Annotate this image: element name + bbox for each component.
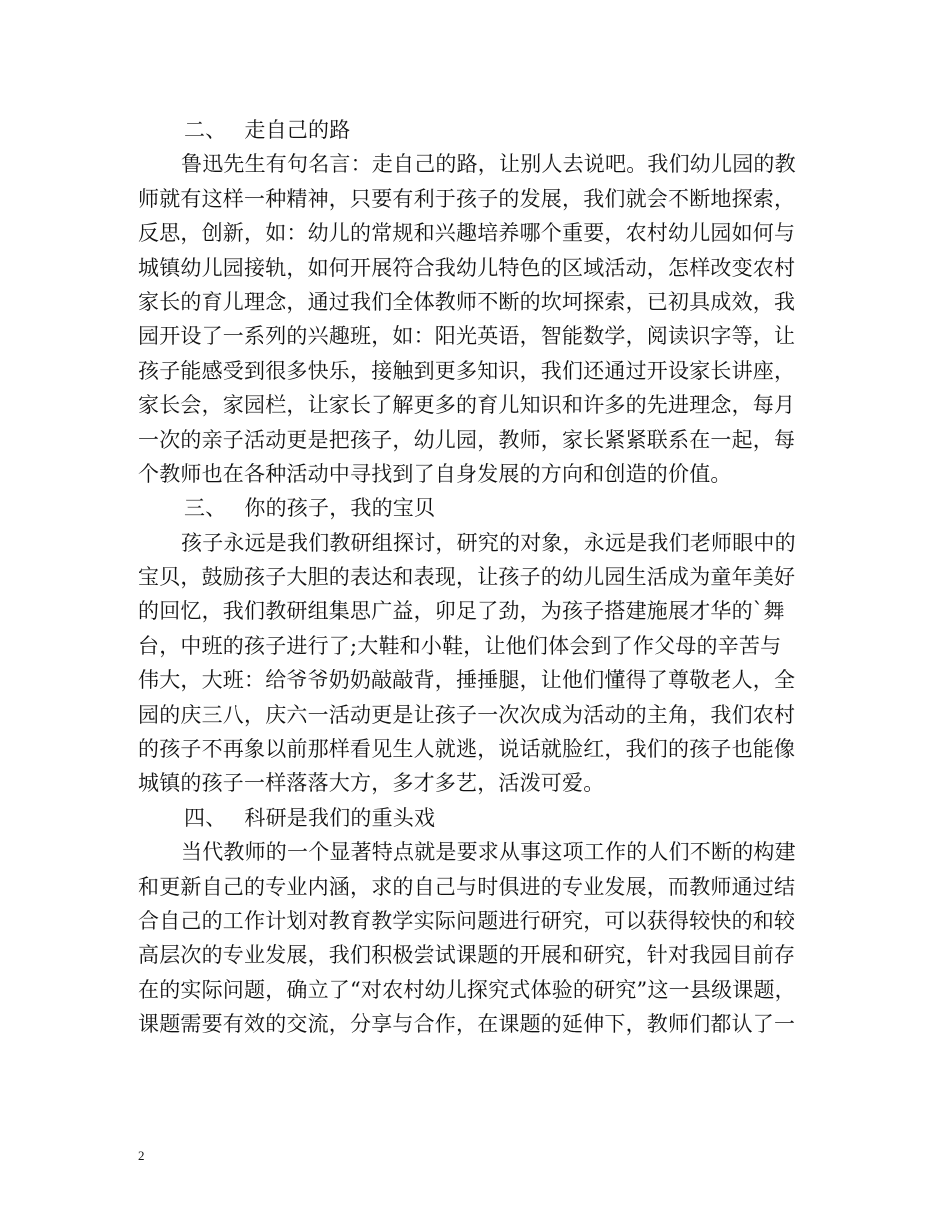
- section-number: 三、: [184, 496, 227, 521]
- section-heading: [138, 801, 814, 835]
- paragraph-line: 个教师也在各种活动中寻找到了自身发展的方向和创造的价值。: [138, 461, 732, 486]
- paragraph-line: 当代教师的一个显著特点就是要求从事这项工作的人们不断的构建: [181, 840, 796, 865]
- section-heading: [138, 113, 814, 147]
- paragraph-line: 家长的育儿理念，通过我们全体教师不断的坎坷探索，已初具成效，我: [138, 289, 796, 314]
- paragraph-line: 师就有这样一种精神，只要有利于孩子的发展，我们就会不断地探索，: [138, 186, 796, 211]
- paragraph-line: 园的庆三八，庆六一活动更是让孩子一次次成为活动的主角，我们农村: [138, 702, 796, 727]
- paragraph-line: 一次的亲子活动更是把孩子，幼儿园，教师，家长紧紧联系在一起，每: [138, 427, 796, 452]
- paragraph-line: 合自己的工作计划对教育教学实际问题进行研究，可以获得较快的和较: [138, 908, 796, 933]
- paragraph-line: 城镇的孩子一样落落大方，多才多艺，活泼可爱。: [138, 771, 605, 796]
- paragraph-line: 园开设了一系列的兴趣班，如：阳光英语，智能数学，阅读识字等，让: [138, 324, 796, 349]
- section-number: 四、: [184, 805, 227, 830]
- paragraph-line: 孩子能感受到很多快乐，接触到更多知识，我们还通过开设家长讲座，: [138, 358, 796, 383]
- section-title: 你的孩子，我的宝贝: [244, 496, 436, 521]
- paragraph-line: 城镇幼儿园接轨，如何开展符合我幼儿特色的区域活动，怎样改变农村: [138, 255, 796, 280]
- paragraph-line: 孩子永远是我们教研组探讨，研究的对象，永远是我们老师眼中的: [181, 530, 796, 555]
- paragraph-line: 反思，创新，如：幼儿的常规和兴趣培养哪个重要，农村幼儿园如何与: [138, 221, 796, 246]
- paragraph-line: 和更新自己的专业内涵，求的自己与时俱进的专业发展，而教师通过结: [138, 874, 796, 899]
- paragraph-line: 课题需要有效的交流，分享与合作，在课题的延伸下，教师们都认了一: [138, 1012, 796, 1037]
- paragraph-line: 家长会，家园栏，让家长了解更多的育儿知识和许多的先进理念，每月: [138, 393, 796, 418]
- page-number: 2: [138, 1148, 145, 1163]
- paragraph-line: 的孩子不再象以前那样看见生人就逃，说话就脸红，我们的孩子也能像: [138, 737, 796, 762]
- section-heading: [138, 491, 814, 525]
- paragraph-line: 高层次的专业发展，我们积极尝试课题的开展和研究，针对我园目前存: [138, 943, 796, 968]
- section-title: 科研是我们的重头戏: [244, 805, 436, 830]
- section-number: 二、: [184, 118, 227, 142]
- paragraph-line: 在的实际问题，确立了“对农村幼儿探究式体验的研究”这一县级课题，: [138, 977, 796, 1002]
- section-title: 走自己的路: [244, 118, 351, 142]
- paragraph-line: 台，中班的孩子进行了;大鞋和小鞋，让他们体会到了作父母的辛苦与: [138, 633, 782, 658]
- paragraph-line: 宝贝，鼓励孩子大胆的表达和表现，让孩子的幼儿园生活成为童年美好: [138, 565, 796, 590]
- paragraph-line: 的回忆，我们教研组集思广益，卯足了劲，为孩子搭建施展才华的`舞: [138, 599, 785, 624]
- paragraph-line: 伟大，大班：给爷爷奶奶敲敲背，捶捶腿，让他们懂得了尊敬老人，全: [138, 668, 796, 693]
- document-body: [138, 113, 814, 1042]
- paragraph-line: 鲁迅先生有句名言：走自己的路，让别人去说吧。我们幼儿园的教: [181, 152, 796, 177]
